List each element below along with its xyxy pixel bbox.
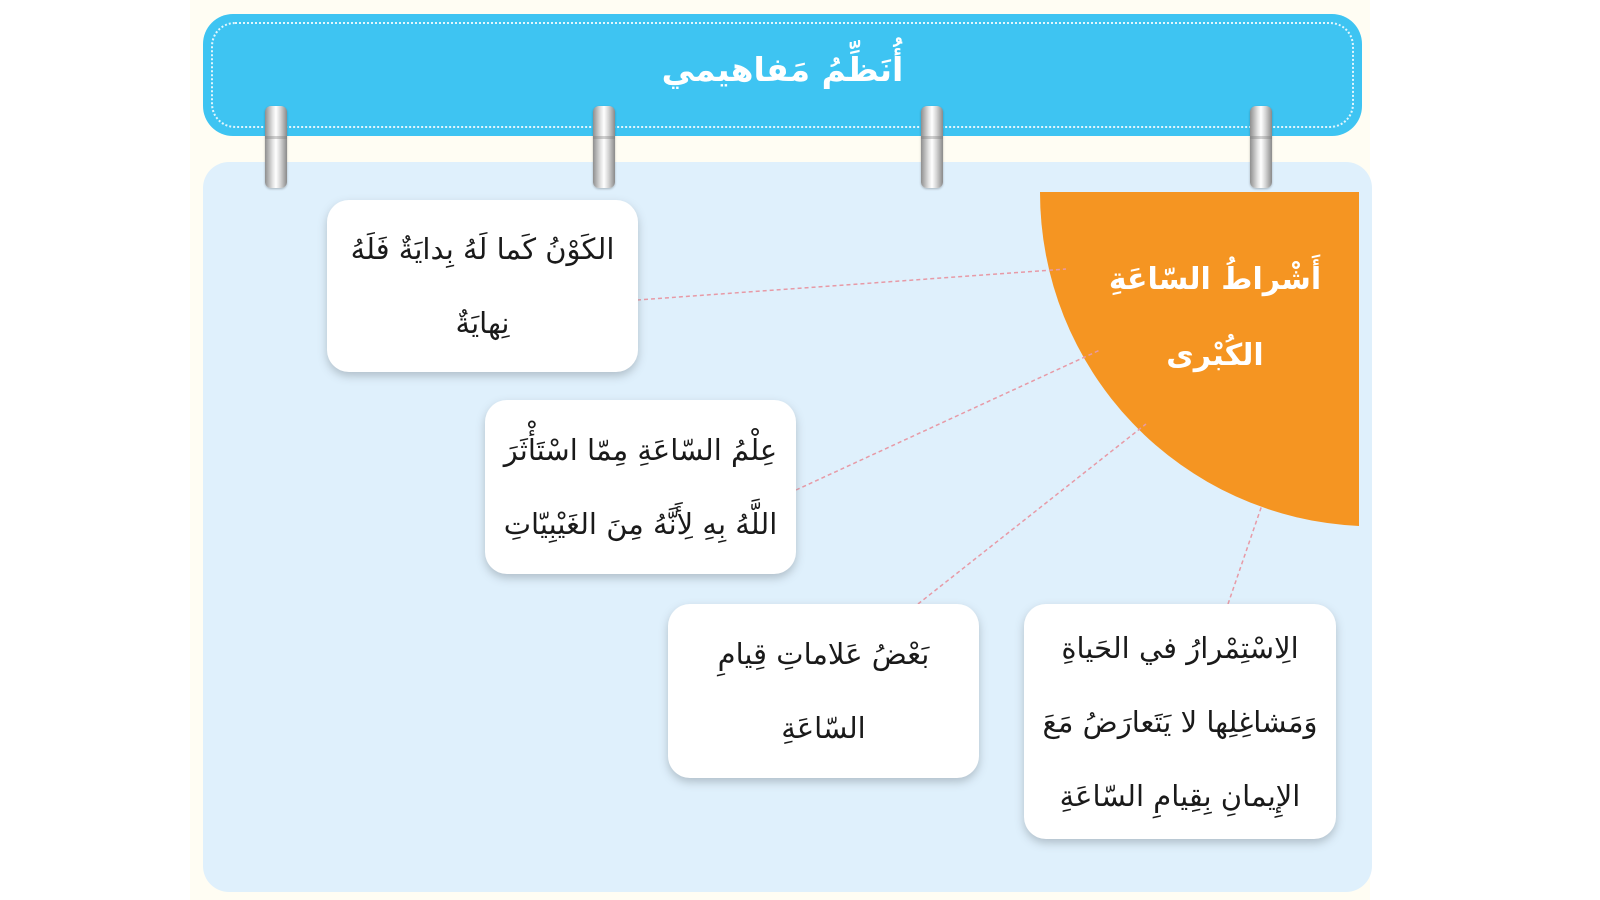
concept-card-line: بَعْضُ عَلاماتِ قِيامِ <box>717 637 930 671</box>
concept-card-line: السّاعَةِ <box>781 711 866 745</box>
connector-universe-end <box>637 269 1066 300</box>
central-concept-line-2: الكُبْرى <box>1166 338 1264 373</box>
concept-card-line: الِاسْتِمْرارُ في الحَياةِ <box>1061 630 1299 665</box>
concept-card-line: اللَّهُ بِهِ لِأَنَّهُ مِنَ الغَيْبِيّاتِ <box>503 507 778 541</box>
central-concept-label <box>1095 242 1335 394</box>
connector-knowledge-of-hour <box>796 350 1100 490</box>
concept-card-continuity-of-life <box>1024 604 1336 839</box>
concept-card-knowledge-of-hour <box>485 400 796 574</box>
central-concept-line-1: أَشْراطُ السّاعَةِ <box>1108 262 1322 297</box>
concept-card-line: وَمَشاغِلِها لا يَتَعارَضُ مَعَ <box>1042 704 1318 739</box>
page-title: أُنَظِّمُ مَفاهيمي <box>661 50 904 89</box>
concept-card-universe-end <box>327 200 638 372</box>
connector-continuity-of-life <box>1228 505 1262 604</box>
concept-card-line: الإِيمانِ بِقِيامِ السّاعَةِ <box>1059 778 1301 813</box>
connector-some-signs <box>918 424 1146 604</box>
concept-card-line: عِلْمُ السّاعَةِ مِمّا اسْتَأْثَرَ <box>503 433 778 467</box>
concept-card-some-signs <box>668 604 979 778</box>
concept-card-line: الكَوْنُ كَما لَهُ بِدايَةٌ فَلَهُ <box>350 232 615 266</box>
concept-card-line: نِهايَةٌ <box>455 306 510 340</box>
